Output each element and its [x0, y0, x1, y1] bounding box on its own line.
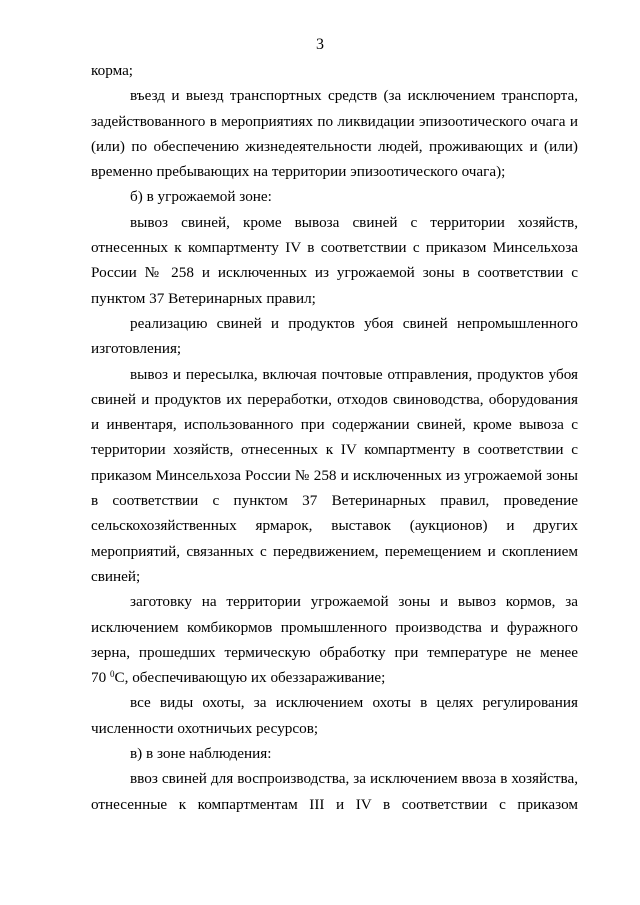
text-line: въезд и выезд транспортных средств (за исключением транспорта,: [130, 87, 578, 105]
text-line: мероприятий, связанных с передвижением, перемещением и скоплением: [91, 542, 578, 560]
text-line: реализацию свиней и продуктов убоя свиней непромышленного: [130, 314, 578, 332]
text-line: исключением комбикормов промышленного производства и фуражного: [91, 618, 578, 636]
superscript-degree: 0: [109, 669, 115, 680]
text-line: вывоз свиней, кроме вывоза свиней с территории хозяйств,: [130, 213, 578, 231]
text-line: отнесенные к компартментам III и IV в соответствии с приказом: [91, 795, 578, 813]
text-line: приказом Минсельхоза России № 258 и исключенных из угрожаемой зоны: [91, 466, 578, 484]
text-line: б) в угрожаемой зоне:: [130, 188, 272, 206]
text-line: заготовку на территории угрожаемой зоны и вывоз кормов, за: [130, 593, 578, 611]
text-line: корма;: [91, 62, 134, 79]
page-number: 3: [316, 36, 324, 53]
text-line: свиней;: [91, 567, 141, 585]
text-line: и инвентаря, использованного при содержании свиней, кроме вывоза с: [91, 416, 578, 434]
text-line: задействованного в мероприятиях по ликвидации эпизоотического очага и: [91, 112, 578, 130]
text-line: изготовления;: [91, 340, 182, 358]
text-line: зерна, прошедших термическую обработку при температуре не менее: [91, 643, 578, 661]
text-line: ввоз свиней для воспроизводства, за исключением ввоза в хозяйства,: [130, 770, 578, 788]
text-line: все виды охоты, за исключением охоты в целях регулирования: [130, 694, 578, 712]
text-line: временно пребывающих на территории эпизоотического очага);: [91, 163, 506, 181]
text-line: в) в зоне наблюдения:: [130, 745, 272, 763]
text-line: численности охотничьих ресурсов;: [91, 719, 319, 737]
text-line: пунктом 37 Ветеринарных правил;: [91, 289, 316, 307]
text-line: [91, 665, 578, 690]
text-line: территории хозяйств, отнесенных к IV компартменту в соответствии с: [91, 441, 578, 459]
text-line-part: С, обеспечивающую их обеззараживание;: [114, 669, 386, 687]
text-line: свиней и продуктов их переработки, отходов свиноводства, оборудования: [91, 390, 578, 408]
text-line: сельскохозяйственных ярмарок, выставок (аукционов) и других: [91, 517, 578, 535]
text-line: вывоз и пересылка, включая почтовые отправления, продуктов убоя: [130, 365, 578, 383]
text-line: в соответствии с пунктом 37 Ветеринарных правил, проведение: [91, 492, 578, 510]
text-line: (или) по обеспечению жизнедеятельности людей, проживающих и (или): [91, 137, 578, 155]
document-body: [91, 58, 578, 817]
text-line-part: 70: [91, 669, 110, 687]
text-line: отнесенных к компартменту IV в соответствии с приказом Минсельхоза: [91, 239, 578, 257]
text-line: России № 258 и исключенных из угрожаемой зоны в соответствии с: [91, 264, 578, 282]
